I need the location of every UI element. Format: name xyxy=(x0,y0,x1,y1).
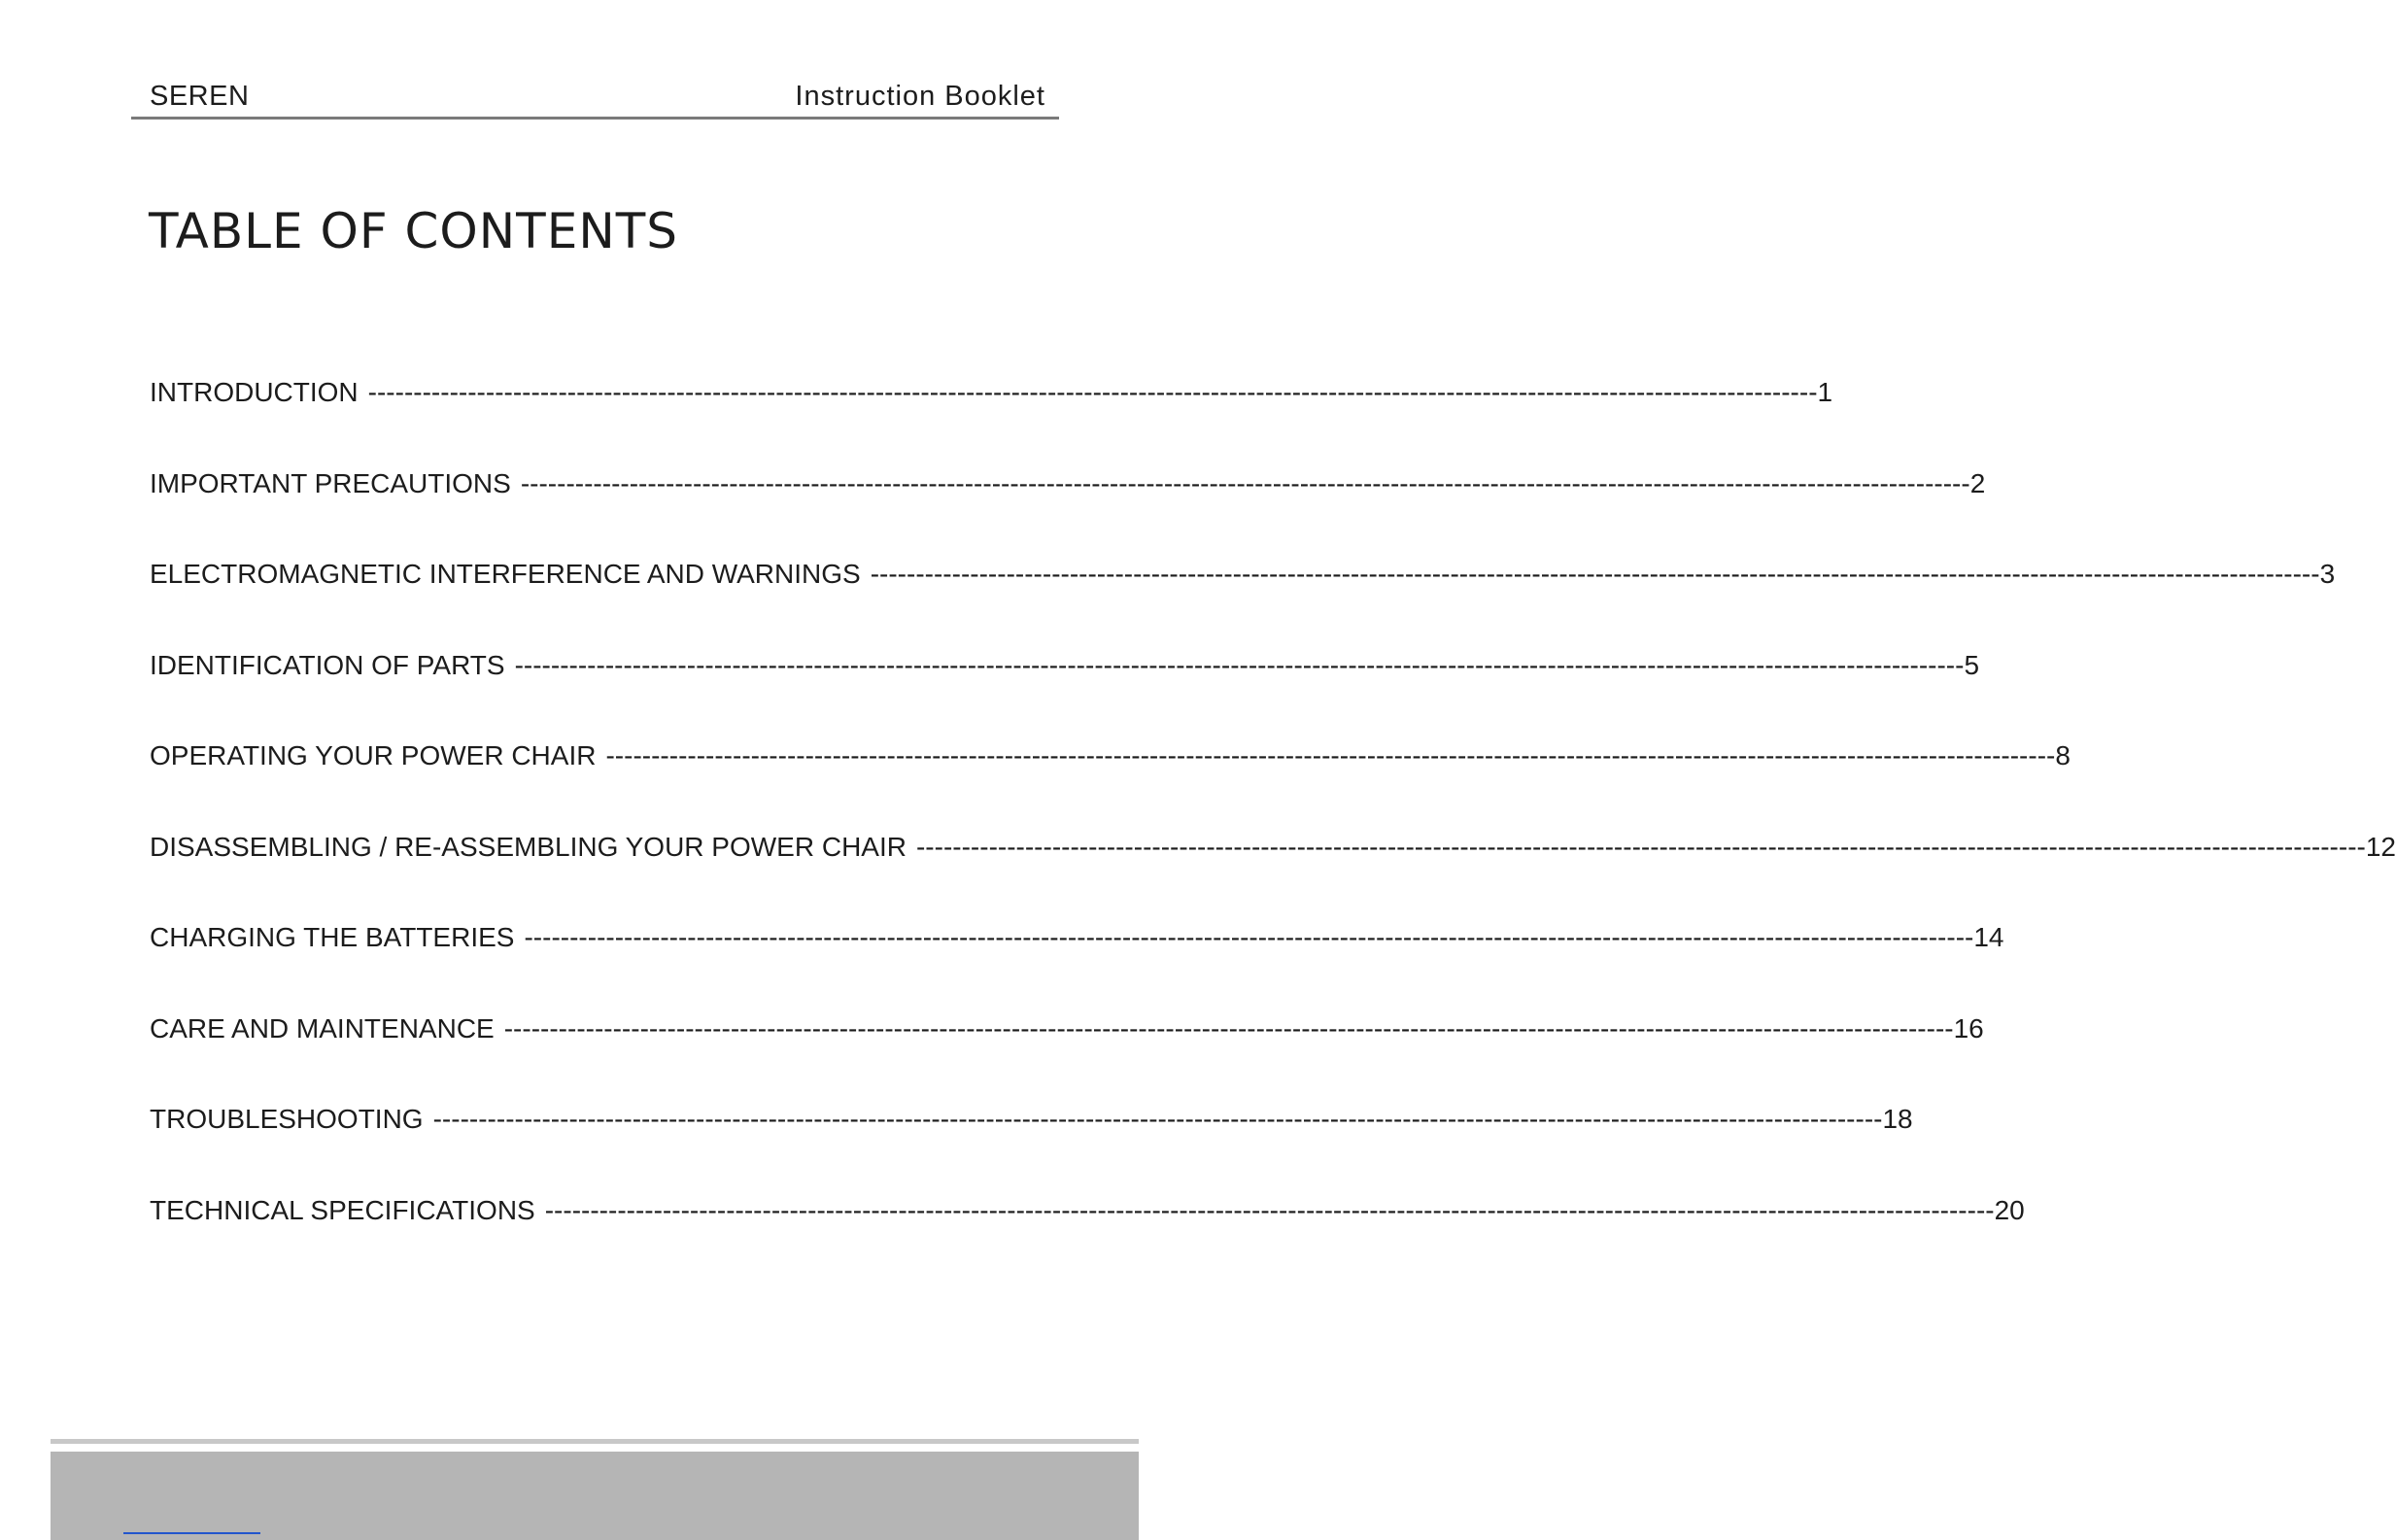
toc-entry[interactable] xyxy=(150,1191,2025,1283)
footer-link-underline xyxy=(123,1532,260,1534)
toc-entry-title: IMPORTANT PRECAUTIONS xyxy=(150,467,511,498)
toc-entry-page: 2 xyxy=(1969,467,1986,498)
toc-leader: ---------------------------------------------------------------------------------------------------------------------------------------------------------------- xyxy=(503,1012,1954,1044)
toc-entry-page: 5 xyxy=(1964,649,1980,680)
header-divider xyxy=(131,117,1059,120)
header-brand: SEREN xyxy=(150,81,250,112)
toc-entry-title: CHARGING THE BATTERIES xyxy=(150,922,515,952)
toc-entry-page: 20 xyxy=(1994,1194,2025,1225)
toc-entry-page: 12 xyxy=(2365,831,2396,862)
toc-entry-title: TROUBLESHOOTING xyxy=(150,1104,424,1134)
toc-leader: ---------------------------------------------------------------------------------------------------------------------------------------------------------------- xyxy=(367,377,1818,407)
toc-leader: ---------------------------------------------------------------------------------------------------------------------------------------------------------------- xyxy=(544,1194,1995,1225)
footer-band xyxy=(51,1452,1139,1540)
toc-entry[interactable] xyxy=(150,464,1986,556)
toc-entry-page: 8 xyxy=(2055,740,2071,770)
page-title: TABLE OF CONTENTS xyxy=(149,203,679,259)
toc-entry[interactable] xyxy=(150,373,1833,464)
toc-leader: ---------------------------------------------------------------------------------------------------------------------------------------------------------------- xyxy=(432,1104,1883,1134)
toc-entry[interactable] xyxy=(150,736,2071,828)
toc-entry-title: IDENTIFICATION OF PARTS xyxy=(150,649,505,680)
toc-entry-title: CARE AND MAINTENANCE xyxy=(150,1012,495,1044)
footer-divider xyxy=(51,1439,1139,1444)
toc-entry[interactable] xyxy=(150,828,2396,919)
toc-entry-title: OPERATING YOUR POWER CHAIR xyxy=(150,740,597,770)
toc-entry-page: 18 xyxy=(1882,1104,1913,1134)
toc-entry-page: 16 xyxy=(1953,1012,1984,1044)
toc-leader: ---------------------------------------------------------------------------------------------------------------------------------------------------------------- xyxy=(870,559,2320,589)
toc-list xyxy=(150,373,2396,1282)
toc-leader: ---------------------------------------------------------------------------------------------------------------------------------------------------------------- xyxy=(514,649,1965,680)
header-document-title: Instruction Booklet xyxy=(795,81,1045,112)
toc-entry-title: INTRODUCTION xyxy=(150,377,359,407)
toc-entry[interactable] xyxy=(150,1010,1984,1101)
toc-leader: ---------------------------------------------------------------------------------------------------------------------------------------------------------------- xyxy=(524,922,1974,952)
toc-leader: ---------------------------------------------------------------------------------------------------------------------------------------------------------------- xyxy=(605,740,2056,770)
toc-entry[interactable] xyxy=(150,918,2004,1010)
toc-entry-title: TECHNICAL SPECIFICATIONS xyxy=(150,1194,535,1225)
toc-entry[interactable] xyxy=(150,555,2336,646)
toc-entry-title: DISASSEMBLING / RE-ASSEMBLING YOUR POWER CHAIR xyxy=(150,831,907,862)
toc-entry-page: 14 xyxy=(1973,922,2004,952)
toc-leader: ---------------------------------------------------------------------------------------------------------------------------------------------------------------- xyxy=(520,467,1970,498)
toc-entry[interactable] xyxy=(150,1100,1913,1191)
toc-entry-page: 1 xyxy=(1817,377,1833,407)
toc-entry[interactable] xyxy=(150,646,1980,737)
toc-entry-title: ELECTROMAGNETIC INTERFERENCE AND WARNINGS xyxy=(150,559,861,589)
toc-leader: ---------------------------------------------------------------------------------------------------------------------------------------------------------------- xyxy=(915,831,2366,862)
toc-entry-page: 3 xyxy=(2319,559,2336,589)
